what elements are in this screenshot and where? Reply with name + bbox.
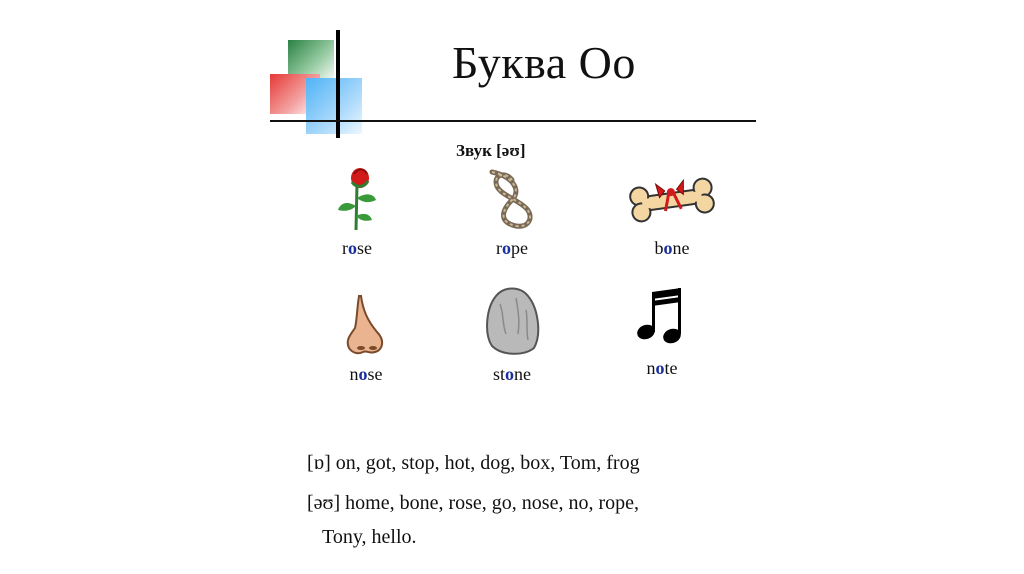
rope-icon bbox=[482, 166, 542, 232]
word-bone: bone bbox=[654, 238, 690, 258]
decor-blue-square bbox=[306, 78, 362, 134]
bone-icon bbox=[624, 166, 720, 232]
nose-icon bbox=[341, 292, 391, 358]
sound-subtitle: Звук [əʊ] bbox=[456, 141, 526, 160]
music-note-icon bbox=[632, 286, 692, 352]
slide-title: Буква Оо bbox=[452, 37, 636, 88]
sound-line-short-o: [ɒ] on, got, stop, hot, dog, box, Tom, frog bbox=[307, 452, 640, 474]
rose-icon bbox=[332, 166, 382, 232]
word-card-bone bbox=[612, 166, 732, 259]
word-rose: rose bbox=[342, 238, 372, 258]
word-card-note bbox=[602, 286, 722, 379]
word-card-rose bbox=[297, 166, 417, 259]
word-rope: rope bbox=[496, 238, 528, 258]
title-underline bbox=[270, 120, 756, 122]
sound-line-long-o: [əʊ] home, bone, rose, go, nose, no, rope, bbox=[307, 492, 640, 514]
sound-line-long-o-continued: Tony, hello. bbox=[322, 526, 417, 548]
word-nose: nose bbox=[349, 364, 383, 384]
word-stone: stone bbox=[492, 364, 531, 384]
word-card-nose bbox=[306, 292, 426, 385]
stone-icon bbox=[480, 284, 544, 358]
word-card-rope bbox=[452, 166, 572, 259]
word-note: note bbox=[646, 358, 678, 378]
word-card-stone bbox=[452, 284, 572, 385]
